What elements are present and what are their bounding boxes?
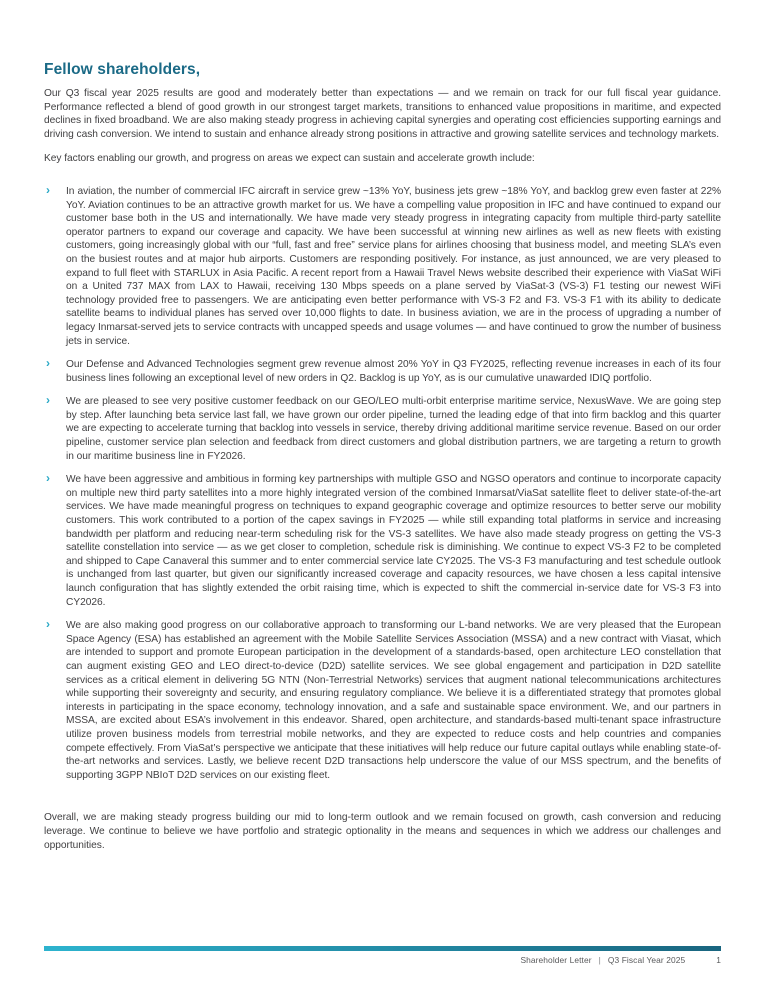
chevron-bullet-icon: › bbox=[46, 617, 50, 632]
key-factors-lead-in: Key factors enabling our growth, and progress on areas we expect can sustain and accelerate growth include: bbox=[44, 153, 535, 165]
footer-accent-bar bbox=[44, 946, 721, 951]
list-item-lband bbox=[44, 619, 721, 782]
list-item-satellite-fleet bbox=[44, 473, 721, 609]
list-item-aviation bbox=[44, 182, 721, 348]
letter-heading: Fellow shareholders, bbox=[44, 61, 201, 78]
chevron-bullet-icon: › bbox=[46, 471, 50, 486]
footer-separator: | bbox=[598, 955, 601, 965]
list-item-defense bbox=[44, 358, 721, 385]
footer bbox=[520, 955, 721, 965]
list-item-text: We are pleased to see very positive customer feedback on our GEO/LEO multi-orbit enterprise maritime service, NexusWave. We are going step by step. After launching beta service last fall, we have grown our order pipeline, turned the leading edge of that into firm backlog and this quarter we are expecting to accelerate turning that backlog into vessels in service, thereby driving additional maritime service revenue. Based on our order pipeline, customer service plan selection and feedback from direct customers and global distribution partners, we are targeting a return to growth in our maritime business line in FY2026. bbox=[66, 396, 721, 462]
chevron-bullet-icon: › bbox=[46, 393, 50, 408]
footer-doc-label: Shareholder Letter bbox=[520, 955, 592, 965]
chevron-bullet-icon: › bbox=[46, 182, 50, 197]
list-item-text: Our Defense and Advanced Technologies segment grew revenue almost 20% YoY in Q3 FY2025, reflecting revenue increases in each of its four business lines following an exceptional level of new orders in Q2. Backlog is up YoY, as is our cumulative unawarded IDIQ portfolio. bbox=[66, 359, 721, 384]
list-item-maritime bbox=[44, 395, 721, 463]
list-item-text: We are also making good progress on our collaborative approach to transforming our L-band networks. We are very pleased that the European Space Agency (ESA) has established an agreement with the Mobile Satellite Services Association (MSSA) and a new contract with Viasat, which are intended to support and promote European participation in the development of a standards-based, open architecture LEO constellation that can augment existing GEO and LEO direct-to-device (D2D) satellite services. We see global engagement and participation in D2D satellite services as a critical element in delivering 5G NTN (Non-Terrestrial Networks) services that augment national telecommunications architectures while supporting their sovereignty and security, and ensuring regulatory compliance. We believe it is a differentiated strategy that promotes global interests in participating in the space economy, technology innovation, and a safe and sustainable space environment. We, and our partners in MSSA, are excited about ESA’s involvement in this endeavor. Shared, open architecture, and standards-based multi-tenant space infrastructure utilize proven business models from terrestrial mobile networks, and they are expected to reduce costs and help countries and companies compete effectively. From ViaSat’s perspective we anticipate that these initiatives will help reduce our future capital outlays while enabling state-of-the-art networks and services. Lastly, we believe recent D2D transactions help underscore the value of our MSS spectrum, and the benefits of supporting 3GPP NBIoT D2D services on our existing fleet. bbox=[66, 620, 721, 781]
intro-paragraph: Our Q3 fiscal year 2025 results are good and moderately better than expectations — and we remain on track for our full fiscal year guidance. Performance reflected a blend of good growth in our strongest target markets, transitions to enhanced value propositions in maritime, and expected declines in fixed broadband. We are also making steady progress in achieving capital synergies and operating cost efficiencies supporting earnings and driving cash conversion. We intend to sustain and enhance already strong positions in attractive and growing satellite services and technology markets. bbox=[44, 88, 721, 140]
list-item-text: In aviation, the number of commercial IFC aircraft in service grew ~13% YoY, business jets grew ~18% YoY, and backlog grew even faster at 22% YoY. Aviation continues to be an attractive growth market for us. We have a compelling value proposition in IFC and have continued to expand our customer base both in the US and internationally. We have made very steady progress in integrating capacity from multiple third-party satellite operator partners to expand our coverage and capacity. We have been successful at winning new airlines as well as new fleets with existing customers, going increasingly global with our “full, fast and free” service plans for airlines choosing that business model, and meeting SLA’s even on the busiest routes and at major hub airports. Customers are responding positively. For instance, as just announced, we are very pleased to expand to full fleet with STARLUX in Asia Pacific. A recent report from a Hawaii Travel News website described their experience with ViaSat WiFi on a United 737 MAX from LAX to Hawaii, receiving 130 Mbps speeds on a plane served by ViaSat-3 (VS-3) F1 testing our newest WiFi technology provided free to passengers. We are anticipating even better performance with VS-3 F2 and F3. VS-3 F1 with its ability to dedicate satellite beams to individual planes has served over 10,000 flights to date. In business aviation, we are in the process of upgrading a number of legacy Inmarsat-served jets to service contracts with uncapped speeds and usage volumes — and have continued to grow the number of business jets in service. bbox=[66, 185, 721, 347]
closing-paragraph: Overall, we are making steady progress building our mid to long-term outlook and we remain focused on growth, cash conversion and reducing leverage. We continue to believe we have portfolio and strategic optionality in the means and sequences in which we address our challenges and opportunities. bbox=[44, 812, 721, 851]
key-factors-list bbox=[44, 182, 721, 782]
letter-content bbox=[44, 60, 721, 852]
chevron-bullet-icon: › bbox=[46, 356, 50, 371]
page-number: 1 bbox=[716, 955, 721, 965]
list-item-text: We have been aggressive and ambitious in forming key partnerships with multiple GSO and NGSO operators and continue to incorporate capacity on multiple new third party satellites into a more highly integrated version of the combined Inmarsat/ViaSat satellite fleet to deliver state-of-the-art services. We have made meaningful progress on techniques to expand geographic coverage and optimize resources to better serve our mobility customers. This work contributed to a portion of the capex savings in FY2025 — while still expanding total platforms in service and increasing bandwidth per platform and reducing near-term scheduling risk for the VS-3 satellites. We have also made steady progress on getting the VS-3 satellite constellation into service — as we get closer to completion, schedule risk is diminishing. We continue to expect VS-3 F2 to be completed and shipped to Cape Canaveral this summer and to enter commercial service late CY2025. The VS-3 F3 manufacturing and test schedule outlook is unchanged from last quarter, but given our significantly increased coverage and capacity resources, we have chosen a less capital intensive launch configuration that has slightly extended the orbit raising time, which is expected to shift the commercial in-service date for VS-3 F3 into CY2026. bbox=[66, 474, 721, 608]
footer-period-label: Q3 Fiscal Year 2025 bbox=[607, 955, 686, 965]
